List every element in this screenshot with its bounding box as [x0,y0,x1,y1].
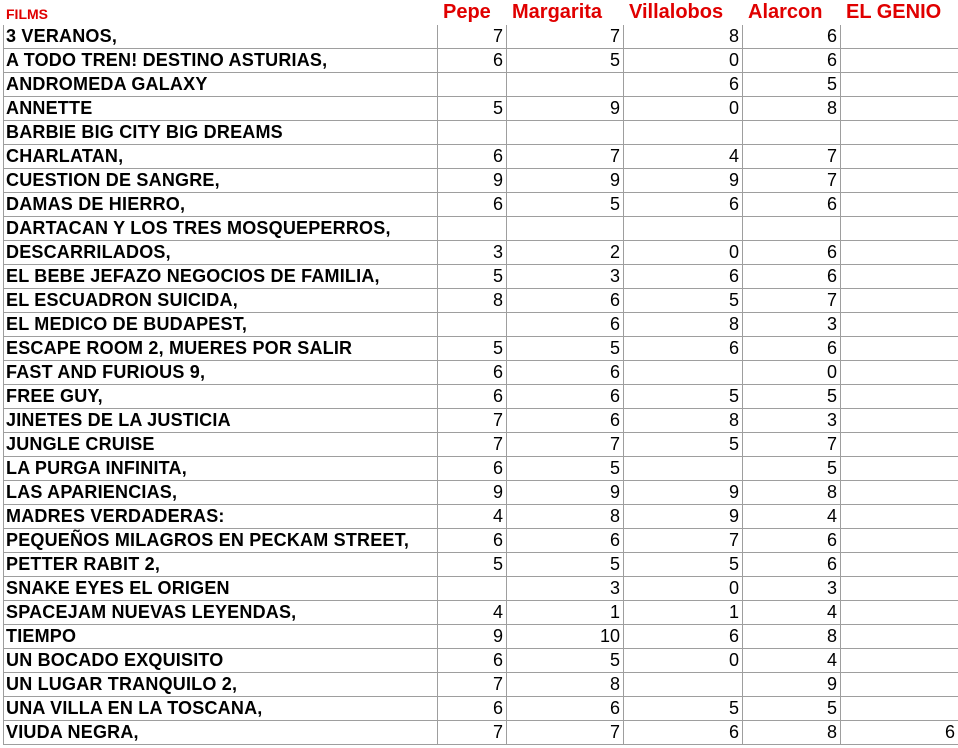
film-title-cell[interactable]: VIUDA NEGRA, [4,721,438,745]
score-cell-margarita[interactable]: 8 [507,505,624,529]
table-row [4,145,958,169]
score-cell-margarita[interactable]: 3 [507,577,624,601]
score-cell-villalobos[interactable]: 8 [624,313,743,337]
score-cell-el-genio[interactable] [841,25,958,49]
table-row [4,721,958,745]
score-cell-villalobos[interactable]: 6 [624,337,743,361]
score-cell-margarita[interactable]: 9 [507,481,624,505]
score-cell-villalobos[interactable]: 0 [624,649,743,673]
score-cell-villalobos[interactable]: 0 [624,49,743,73]
score-cell-alarcon[interactable]: 5 [743,385,841,409]
score-cell-margarita[interactable] [507,121,624,145]
score-cell-pepe[interactable]: 4 [438,505,507,529]
score-cell-el-genio[interactable] [841,505,958,529]
score-cell-alarcon[interactable]: 4 [743,649,841,673]
score-cell-villalobos[interactable] [624,673,743,697]
score-cell-alarcon[interactable]: 6 [743,265,841,289]
score-cell-villalobos[interactable]: 4 [624,145,743,169]
score-cell-villalobos[interactable]: 8 [624,409,743,433]
table-row [4,49,958,73]
film-title-cell[interactable]: MADRES VERDADERAS: [4,505,438,529]
table-row [4,673,958,697]
score-cell-el-genio[interactable] [841,265,958,289]
table-body [4,25,958,745]
table-row [4,481,958,505]
film-title-cell[interactable]: JUNGLE CRUISE [4,433,438,457]
score-cell-margarita[interactable]: 6 [507,697,624,721]
score-cell-villalobos[interactable] [624,361,743,385]
film-title-cell[interactable]: UN LUGAR TRANQUILO 2, [4,673,438,697]
film-title-cell[interactable]: DARTACAN Y LOS TRES MOSQUEPERROS, [4,217,438,241]
score-cell-margarita[interactable]: 5 [507,193,624,217]
score-cell-margarita[interactable]: 6 [507,529,624,553]
header-row [4,1,958,25]
score-cell-el-genio[interactable] [841,193,958,217]
header-films[interactable]: FILMS [4,1,438,25]
film-title-cell[interactable]: EL BEBE JEFAZO NEGOCIOS DE FAMILIA, [4,265,438,289]
score-cell-margarita[interactable]: 9 [507,169,624,193]
score-cell-alarcon[interactable]: 7 [743,145,841,169]
score-cell-villalobos[interactable] [624,217,743,241]
score-cell-pepe[interactable]: 5 [438,553,507,577]
score-cell-el-genio[interactable] [841,241,958,265]
score-cell-alarcon[interactable]: 7 [743,169,841,193]
score-cell-pepe[interactable]: 5 [438,97,507,121]
table-row [4,193,958,217]
score-cell-margarita[interactable] [507,217,624,241]
score-cell-alarcon[interactable] [743,217,841,241]
film-title-cell[interactable]: FREE GUY, [4,385,438,409]
score-cell-pepe[interactable] [438,217,507,241]
header-villalobos[interactable]: Villalobos [624,1,743,25]
score-cell-margarita[interactable]: 7 [507,721,624,745]
score-cell-margarita[interactable]: 1 [507,601,624,625]
score-cell-pepe[interactable]: 6 [438,385,507,409]
table-row [4,457,958,481]
table-row [4,553,958,577]
table-row [4,313,958,337]
score-cell-villalobos[interactable] [624,121,743,145]
film-title-cell[interactable]: LA PURGA INFINITA, [4,457,438,481]
film-title-cell[interactable]: ANDROMEDA GALAXY [4,73,438,97]
score-cell-pepe[interactable]: 5 [438,265,507,289]
header-alarcon[interactable]: Alarcon [743,1,841,25]
score-cell-el-genio[interactable] [841,145,958,169]
film-title-cell[interactable]: A TODO TREN! DESTINO ASTURIAS, [4,49,438,73]
score-cell-pepe[interactable]: 6 [438,457,507,481]
film-title-cell[interactable]: JINETES DE LA JUSTICIA [4,409,438,433]
score-cell-pepe[interactable] [438,73,507,97]
film-title-cell[interactable]: PETTER RABIT 2, [4,553,438,577]
score-cell-margarita[interactable]: 6 [507,409,624,433]
table-row [4,385,958,409]
score-cell-el-genio[interactable] [841,49,958,73]
table-row [4,529,958,553]
score-cell-alarcon[interactable]: 3 [743,313,841,337]
table-row [4,601,958,625]
score-cell-pepe[interactable]: 6 [438,529,507,553]
score-cell-villalobos[interactable]: 5 [624,289,743,313]
score-cell-margarita[interactable]: 7 [507,433,624,457]
score-cell-margarita[interactable]: 6 [507,385,624,409]
score-cell-margarita[interactable]: 7 [507,25,624,49]
score-cell-pepe[interactable]: 6 [438,361,507,385]
table-row [4,97,958,121]
table-row [4,217,958,241]
table-row [4,265,958,289]
score-cell-el-genio[interactable] [841,481,958,505]
score-cell-el-genio[interactable] [841,337,958,361]
score-cell-alarcon[interactable]: 0 [743,361,841,385]
table-row [4,289,958,313]
score-cell-el-genio[interactable] [841,97,958,121]
score-cell-villalobos[interactable]: 0 [624,241,743,265]
score-cell-villalobos[interactable]: 5 [624,697,743,721]
score-cell-margarita[interactable]: 9 [507,97,624,121]
score-cell-pepe[interactable]: 7 [438,721,507,745]
score-cell-villalobos[interactable]: 9 [624,481,743,505]
table-row [4,25,958,49]
film-title-cell[interactable]: UN BOCADO EXQUISITO [4,649,438,673]
score-cell-villalobos[interactable] [624,457,743,481]
score-cell-pepe[interactable]: 4 [438,601,507,625]
score-cell-alarcon[interactable]: 5 [743,73,841,97]
score-cell-pepe[interactable]: 8 [438,289,507,313]
score-cell-villalobos[interactable]: 1 [624,601,743,625]
score-cell-margarita[interactable]: 5 [507,49,624,73]
score-cell-villalobos[interactable]: 0 [624,97,743,121]
score-cell-villalobos[interactable]: 9 [624,505,743,529]
score-cell-villalobos[interactable]: 5 [624,553,743,577]
score-cell-pepe[interactable]: 6 [438,697,507,721]
score-cell-pepe[interactable]: 7 [438,433,507,457]
score-cell-pepe[interactable]: 9 [438,169,507,193]
score-cell-el-genio[interactable] [841,361,958,385]
score-cell-villalobos[interactable]: 5 [624,433,743,457]
score-cell-alarcon[interactable]: 4 [743,601,841,625]
film-title-cell[interactable]: DESCARRILADOS, [4,241,438,265]
score-cell-alarcon[interactable]: 6 [743,553,841,577]
film-title-cell[interactable]: DAMAS DE HIERRO, [4,193,438,217]
table-row [4,73,958,97]
score-cell-pepe[interactable]: 7 [438,409,507,433]
film-title-cell[interactable]: TIEMPO [4,625,438,649]
score-cell-alarcon[interactable]: 4 [743,505,841,529]
score-cell-pepe[interactable]: 5 [438,337,507,361]
score-cell-margarita[interactable]: 5 [507,553,624,577]
score-cell-villalobos[interactable]: 6 [624,193,743,217]
score-cell-el-genio[interactable] [841,73,958,97]
score-cell-pepe[interactable] [438,577,507,601]
score-cell-el-genio[interactable] [841,601,958,625]
score-cell-villalobos[interactable]: 6 [624,73,743,97]
film-title-cell[interactable]: CUESTION DE SANGRE, [4,169,438,193]
score-cell-el-genio[interactable] [841,385,958,409]
score-cell-el-genio[interactable] [841,313,958,337]
score-cell-pepe[interactable] [438,313,507,337]
score-cell-el-genio[interactable] [841,625,958,649]
score-cell-pepe[interactable]: 9 [438,625,507,649]
header-pepe[interactable]: Pepe [438,1,507,25]
film-title-cell[interactable]: SPACEJAM NUEVAS LEYENDAS, [4,601,438,625]
film-title-cell[interactable]: SNAKE EYES EL ORIGEN [4,577,438,601]
score-cell-pepe[interactable]: 6 [438,145,507,169]
score-cell-margarita[interactable]: 6 [507,289,624,313]
score-cell-villalobos[interactable]: 6 [624,625,743,649]
table-row [4,505,958,529]
score-cell-pepe[interactable] [438,121,507,145]
table-row [4,361,958,385]
score-cell-el-genio[interactable] [841,217,958,241]
score-cell-margarita[interactable]: 5 [507,337,624,361]
table-row [4,409,958,433]
score-cell-margarita[interactable]: 10 [507,625,624,649]
table-row [4,649,958,673]
score-cell-el-genio[interactable] [841,289,958,313]
score-cell-pepe[interactable]: 6 [438,49,507,73]
film-title-cell[interactable]: ESCAPE ROOM 2, MUERES POR SALIR [4,337,438,361]
score-cell-alarcon[interactable]: 8 [743,97,841,121]
score-cell-alarcon[interactable]: 6 [743,49,841,73]
score-cell-margarita[interactable]: 5 [507,649,624,673]
score-cell-margarita[interactable] [507,73,624,97]
ratings-table [3,0,958,745]
score-cell-el-genio[interactable] [841,673,958,697]
score-cell-pepe[interactable]: 3 [438,241,507,265]
score-cell-el-genio[interactable] [841,169,958,193]
header-margarita[interactable]: Margarita [507,1,624,25]
score-cell-alarcon[interactable]: 8 [743,721,841,745]
score-cell-villalobos[interactable]: 9 [624,169,743,193]
film-title-cell[interactable]: UNA VILLA EN LA TOSCANA, [4,697,438,721]
score-cell-alarcon[interactable]: 6 [743,25,841,49]
score-cell-villalobos[interactable]: 6 [624,721,743,745]
score-cell-pepe[interactable]: 7 [438,25,507,49]
film-title-cell[interactable]: EL ESCUADRON SUICIDA, [4,289,438,313]
score-cell-villalobos[interactable]: 0 [624,577,743,601]
table-row [4,241,958,265]
film-title-cell[interactable]: BARBIE BIG CITY BIG DREAMS [4,121,438,145]
score-cell-margarita[interactable]: 7 [507,145,624,169]
score-cell-alarcon[interactable]: 7 [743,289,841,313]
film-title-cell[interactable]: LAS APARIENCIAS, [4,481,438,505]
score-cell-margarita[interactable]: 8 [507,673,624,697]
score-cell-alarcon[interactable]: 6 [743,193,841,217]
score-cell-alarcon[interactable]: 8 [743,625,841,649]
score-cell-margarita[interactable]: 2 [507,241,624,265]
score-cell-el-genio[interactable] [841,577,958,601]
score-cell-pepe[interactable]: 7 [438,673,507,697]
score-cell-alarcon[interactable]: 3 [743,409,841,433]
score-cell-alarcon[interactable]: 6 [743,529,841,553]
score-cell-margarita[interactable]: 6 [507,313,624,337]
score-cell-alarcon[interactable]: 6 [743,337,841,361]
score-cell-el-genio[interactable] [841,529,958,553]
score-cell-el-genio[interactable] [841,121,958,145]
score-cell-alarcon[interactable]: 3 [743,577,841,601]
film-title-cell[interactable]: PEQUEÑOS MILAGROS EN PECKAM STREET, [4,529,438,553]
score-cell-el-genio[interactable] [841,457,958,481]
table-row [4,433,958,457]
score-cell-el-genio[interactable] [841,697,958,721]
table-row [4,577,958,601]
score-cell-villalobos[interactable]: 7 [624,529,743,553]
score-cell-villalobos[interactable]: 5 [624,385,743,409]
score-cell-el-genio[interactable] [841,433,958,457]
score-cell-villalobos[interactable]: 6 [624,265,743,289]
score-cell-el-genio[interactable]: 6 [841,721,958,745]
film-title-cell[interactable]: FAST AND FURIOUS 9, [4,361,438,385]
score-cell-el-genio[interactable] [841,649,958,673]
score-cell-alarcon[interactable]: 5 [743,697,841,721]
score-cell-margarita[interactable]: 6 [507,361,624,385]
score-cell-el-genio[interactable] [841,553,958,577]
header-el-genio[interactable]: EL GENIO [841,1,958,25]
score-cell-margarita[interactable]: 3 [507,265,624,289]
score-cell-pepe[interactable]: 9 [438,481,507,505]
score-cell-villalobos[interactable]: 8 [624,25,743,49]
score-cell-alarcon[interactable]: 6 [743,241,841,265]
score-cell-pepe[interactable]: 6 [438,649,507,673]
film-title-cell[interactable]: CHARLATAN, [4,145,438,169]
table-row [4,337,958,361]
table-row [4,697,958,721]
score-cell-alarcon[interactable] [743,121,841,145]
score-cell-alarcon[interactable]: 9 [743,673,841,697]
score-cell-el-genio[interactable] [841,409,958,433]
table-row [4,169,958,193]
table-row [4,625,958,649]
score-cell-pepe[interactable]: 6 [438,193,507,217]
score-cell-alarcon[interactable]: 7 [743,433,841,457]
score-cell-margarita[interactable]: 5 [507,457,624,481]
score-cell-alarcon[interactable]: 8 [743,481,841,505]
score-cell-alarcon[interactable]: 5 [743,457,841,481]
table-row [4,121,958,145]
film-title-cell[interactable]: ANNETTE [4,97,438,121]
film-title-cell[interactable]: EL MEDICO DE BUDAPEST, [4,313,438,337]
film-title-cell[interactable]: 3 VERANOS, [4,25,438,49]
